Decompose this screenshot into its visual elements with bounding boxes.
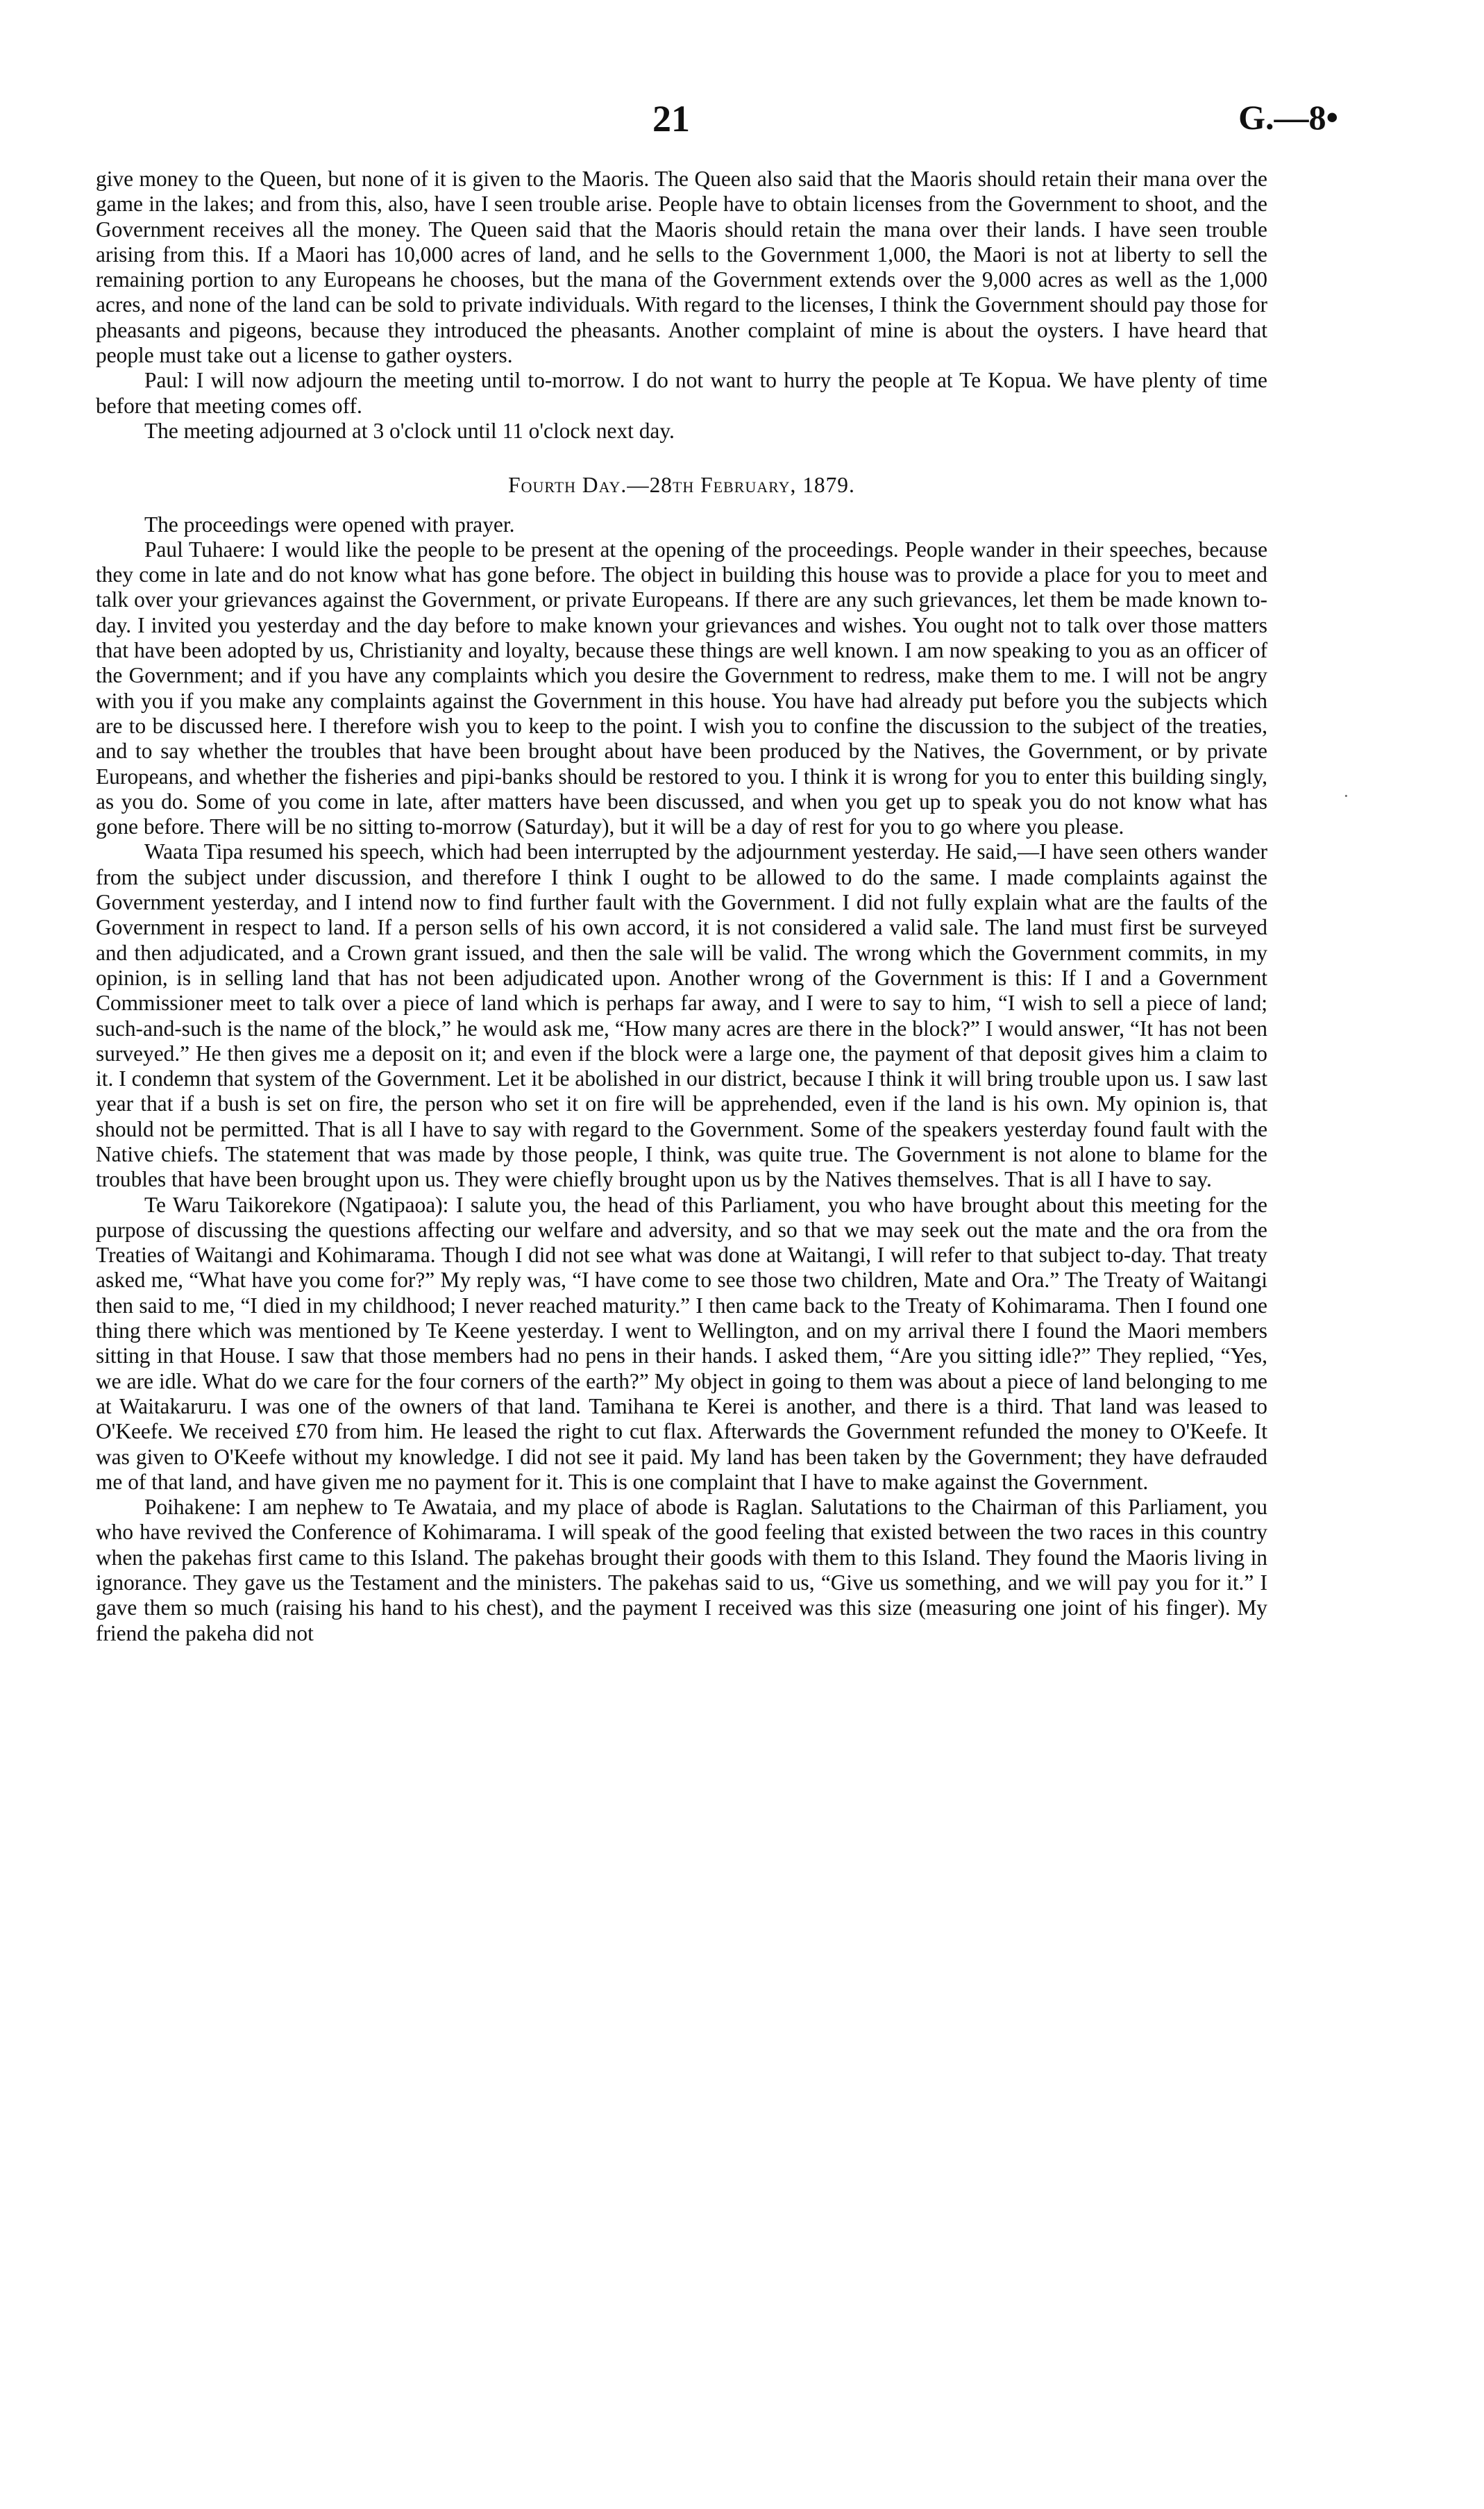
paragraph-paul-tuhaere: Paul Tuhaere: I would like the people to be present at the opening of the proceedings. People wander in their speeches, because they come in late and do not know what has gone before. The object in building this house was to provide a place for you to meet and talk over your grievances against the Government, or private Europeans. If there are any such grievances, let them be made known to-day. I invited you yesterday and the day before to make known your grievances and wishes. You ought not to talk over those matters that have been adopted by us, Christianity and loyalty, because these things are well known. I am now speaking to you as an officer of the Government; and if you have any complaints which you desire the Government to redress, make them to me. I will not be angry with you if you make any complaints against the Government in this house. You have had already put before you the subjects which are to be discussed here. I therefore wish you to keep to the point. I wish you to confine the discussion to the subject of the treaties, and to say whether the troubles that have been brought about have been produced by the Natives, the Government, or by private Europeans, and whether the fisheries and pipi-banks should be restored to you. I think it is wrong for you to enter this building singly, as you do. Some of you come in late, after matters have been discussed, and when you get up to speak you do not know what has gone before. There will be no sitting to-morrow (Saturday), but it will be a day of rest for you to go where you please.: [96, 537, 1267, 839]
document-reference: G.—8•: [1238, 98, 1338, 137]
paragraph-prayer: The proceedings were opened with prayer.: [144, 512, 515, 537]
paragraph-paul-adjourn: Paul: I will now adjourn the meeting until to-morrow. I do not want to hurry the people at Te Kopua. We have plenty of time before that meeting comes off.: [96, 368, 1267, 418]
paragraph-te-waru: Te Waru Taikorekore (Ngatipaoa): I salute you, the head of this Parliament, you who have brought about this meeting for the purpose of discussing the questions affecting our welfare and adversity, and so that we may seek out the mate and the ora from the Treaties of Waitangi and Kohimarama. Though I did not see what was done at Waitangi, I will refer to that subject to-day. That treaty asked me, “What have you come for?” My reply was, “I have come to see those two children, Mate and Ora.” The Treaty of Waitangi then said to me, “I died in my childhood; I never reached maturity.” I then came back to the Treaty of Kohimarama. Then I found one thing there which was mentioned by Te Keene yesterday. I went to Wellington, and on my arrival there I found the Maori members sitting in that House. I saw that those members had no pens in their hands. I asked them, “Are you sitting idle?” They replied, “Yes, we are idle. What do we care for the four corners of the earth?” My object in going to them was about a piece of land belonging to me at Waitakaruru. I was one of the owners of that land. Tamihana te Kerei is another, and there is a third. That land was leased to O'Keefe. We received £70 from him. He leased the right to cut flax. Afterwards the Government refunded the money to O'Keefe. It was given to O'Keefe without my knowledge. I did not see it paid. My land has been taken by the Government; they have defrauded me of that land, and have given me no payment for it. This is one complaint that I have to make against the Government.: [96, 1192, 1267, 1494]
page-number: 21: [652, 98, 690, 140]
document-body: [96, 167, 1267, 1646]
paragraph-poihakene: Poihakene: I am nephew to Te Awataia, and my place of abode is Raglan. Salutations to the Chairman of this Parliament, you who have revived the Conference of Kohimarama. I will speak of the good feeling that existed between the two races in this country when the pakehas first came to this Island. The pakehas brought their goods with them to this Island. They found the Maoris living in ignorance. They gave us the Testament and the ministers. The pakehas said to us, “Give us something, and we will pay you for it.” I gave them so much (raising his hand to his chest), and the payment I received was this size (measuring one joint of his finger). My friend the pakeha did not: [96, 1495, 1267, 1645]
page-header: [0, 97, 1484, 146]
section-heading: Fourth Day.—28th February, 1879.: [508, 473, 855, 498]
margin-mark: ·: [1343, 786, 1349, 806]
paragraph-continued: give money to the Queen, but none of it is given to the Maoris. The Queen also said that the Maoris should retain their mana over the game in the lakes; and from this, also, have I seen trouble arise. People have to obtain licenses from the Government to shoot, and the Government receives all the money. The Queen said that the Maoris should retain the mana over their lands. I have seen trouble arising from this. If a Maori has 10,000 acres of land, and he sells to the Government 1,000, the Maori is not at liberty to sell the remaining portion to any Europeans he chooses, but the mana of the Government extends over the 9,000 acres as well as the 1,000 acres, and none of the land can be sold to private individuals. With regard to the licenses, I think the Government should pay those for pheasants and pigeons, because they introduced the pheasants. Another complaint of mine is about the oysters. I have heard that people must take out a license to gather oysters.: [96, 167, 1267, 368]
paragraph-meeting-adjourned: The meeting adjourned at 3 o'clock until 11 o'clock next day.: [144, 418, 675, 443]
paragraph-waata-tipa: Waata Tipa resumed his speech, which had been interrupted by the adjournment yesterday. He said,—I have seen others wander from the subject under discussion, and therefore I think I ought to be allowed to do the same. I made complaints against the Government yesterday, and I intend now to find further fault with the Government. I did not fully explain what are the faults of the Government in respect to land. If a person sells of his own accord, it is not considered a valid sale. The land must first be surveyed and then adjudicated, and a Crown grant issued, and then the sale will be valid. The wrong which the Government commits, in my opinion, is in selling land that has not been adjudicated upon. Another wrong of the Government is this: If I and a Government Commissioner meet to talk over a piece of land which is perhaps far away, and I were to say to him, “I wish to sell a piece of land; such-and-such is the name of the block,” he would ask me, “How many acres are there in the block?” I would answer, “It has not been surveyed.” He then gives me a deposit on it; and even if the block were a large one, the payment of that deposit gives him a claim to it. I condemn that system of the Government. Let it be abolished in our district, because I think it will bring trouble upon us. I saw last year that if a bush is set on fire, the person who set it on fire will be apprehended, even if the land is his own. My opinion is, that should not be permitted. That is all I have to say with regard to the Government. Some of the speakers yesterday found fault with the Native chiefs. The statement that was made by those people, I think, was quite true. The Government is not alone to blame for the troubles that have been brought upon us. They were chiefly brought upon us by the Natives themselves. That is all I have to say.: [96, 839, 1267, 1192]
